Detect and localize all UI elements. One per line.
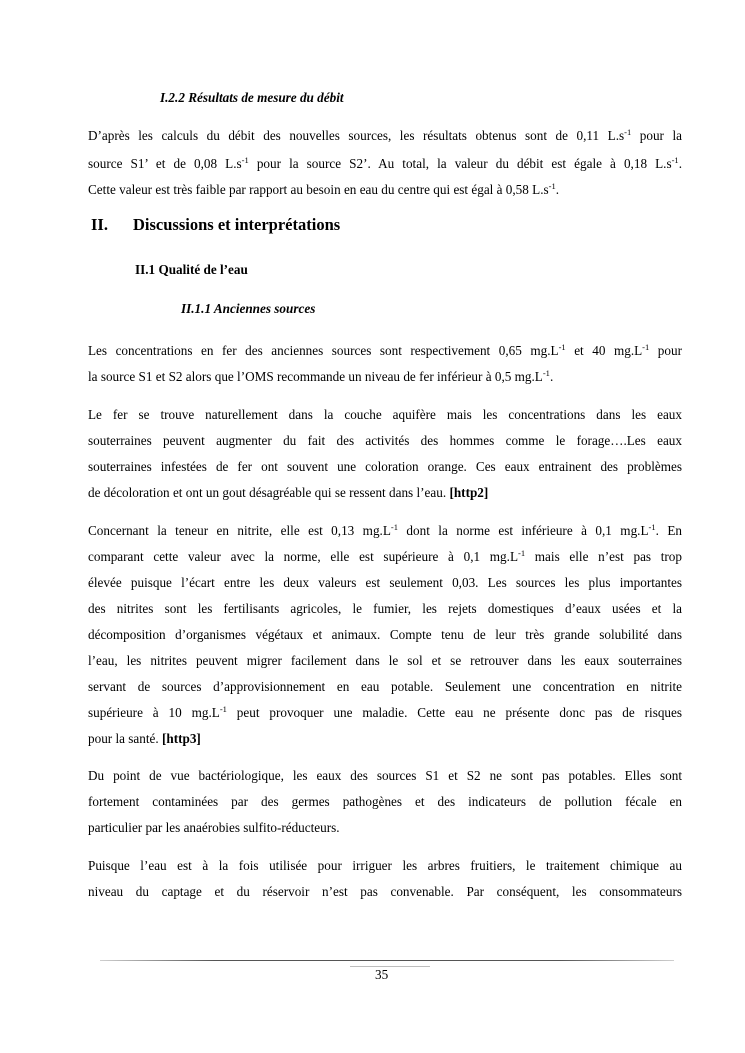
- section-heading-ii: [91, 215, 340, 235]
- text-line: niveau du captage et du réservoir n’est pas convenable. Par conséquent, les consommateurs: [88, 884, 682, 899]
- text-line: comparant cette valeur avec la norme, elle est supérieure à 0,1 $mg.L^{-1}$ mais elle n’est pas trop: [88, 548, 682, 564]
- text-line: des nitrites sont les fertilisants agricoles, le fumier, les rejets domestiques d’eaux usées et la: [88, 601, 682, 616]
- text-line: supérieure à 10 $mg.L^{-1}$ peut provoquer une maladie. Cette eau ne présente donc pas de risques: [88, 704, 682, 720]
- text-line: souterraines peuvent augmenter du fait des activités des hommes comme le forage….Les eaux: [88, 433, 682, 448]
- text-line: élevée puisque l’écart entre les deux valeurs est seulement 0,03. Les sources les plus importantes: [88, 575, 682, 590]
- text-line: Le fer se trouve naturellement dans la couche aquifère mais les concentrations dans les eaux: [88, 407, 682, 422]
- page-number: 35: [375, 967, 389, 982]
- text-line: Du point de vue bactériologique, les eaux des sources S1 et S2 ne sont pas potables. Elles sont: [88, 768, 682, 783]
- text-line: servant de sources d’approvisionnement en eau potable. Seulement une concentration en nitrite: [88, 679, 682, 694]
- text-line: Puisque l’eau est à la fois utilisée pour irriguer les arbres fruitiers, le traitement chimique au: [88, 858, 682, 873]
- text-line: Cette valeur est très faible par rapport au besoin en eau du centre qui est égal à 0,58 $L.s^{-1}$.: [88, 181, 560, 197]
- subsection-heading-ii11: II.1.1 Anciennes sources: [181, 301, 316, 316]
- text-line: la source S1 et S2 alors que l’OMS recommande un niveau de fer inférieur à 0,5 $mg.L^{-1}$.: [88, 368, 554, 384]
- text-line: pour la santé. [http3]: [88, 731, 201, 746]
- text-line: Les concentrations en fer des anciennes sources sont respectivement 0,65 $mg.L^{-1}$ et 40 $mg.L^{-1}$ pour: [88, 342, 682, 358]
- text-line: particulier par les anaérobies sulfito-réducteurs.: [88, 820, 340, 835]
- text-line: fortement contaminées par des germes pathogènes et des indicateurs de pollution fécale en: [88, 794, 682, 809]
- text-line: Concernant la teneur en nitrite, elle est 0,13 $mg.L^{-1}$ dont la norme est inférieure à 0,1 $mg.L^{-1}$. En: [88, 522, 682, 538]
- text-line: source S1’ et de 0,08 $L.s^{-1}$ pour la source S2’. Au total, la valeur du débit est égale à 0,18 $L.s^{-1}$.: [88, 155, 682, 171]
- footer-divider: [100, 960, 674, 961]
- text-line: souterraines infestées de fer ont souvent une coloration orange. Ces eaux entrainent des problèmes: [88, 459, 682, 474]
- subsection-heading-i22: I.2.2 Résultats de mesure du débit: [160, 90, 344, 105]
- footer-divider-short: [350, 966, 430, 967]
- reference-http2: [http2]: [449, 485, 489, 500]
- subsection-heading-ii1: II.1 Qualité de l’eau: [135, 262, 248, 277]
- section-title: Discussions et interprétations: [133, 215, 341, 234]
- text-line: l’eau, les nitrites peuvent migrer facilement dans le sol et se retrouver dans les eaux souterraines: [88, 653, 682, 668]
- text-line: de décoloration et ont un gout désagréable qui se ressent dans l’eau. [http2]: [88, 485, 489, 500]
- text-line: décomposition d’organismes végétaux et animaux. Compte tenu de leur très grande solubilité dans: [88, 627, 682, 642]
- text-line: D’après les calculs du débit des nouvelles sources, les résultats obtenus sont de 0,11 $L.s^{-1}$ pour la: [88, 127, 682, 143]
- reference-http3: [http3]: [161, 731, 201, 746]
- section-number: II.: [91, 215, 108, 234]
